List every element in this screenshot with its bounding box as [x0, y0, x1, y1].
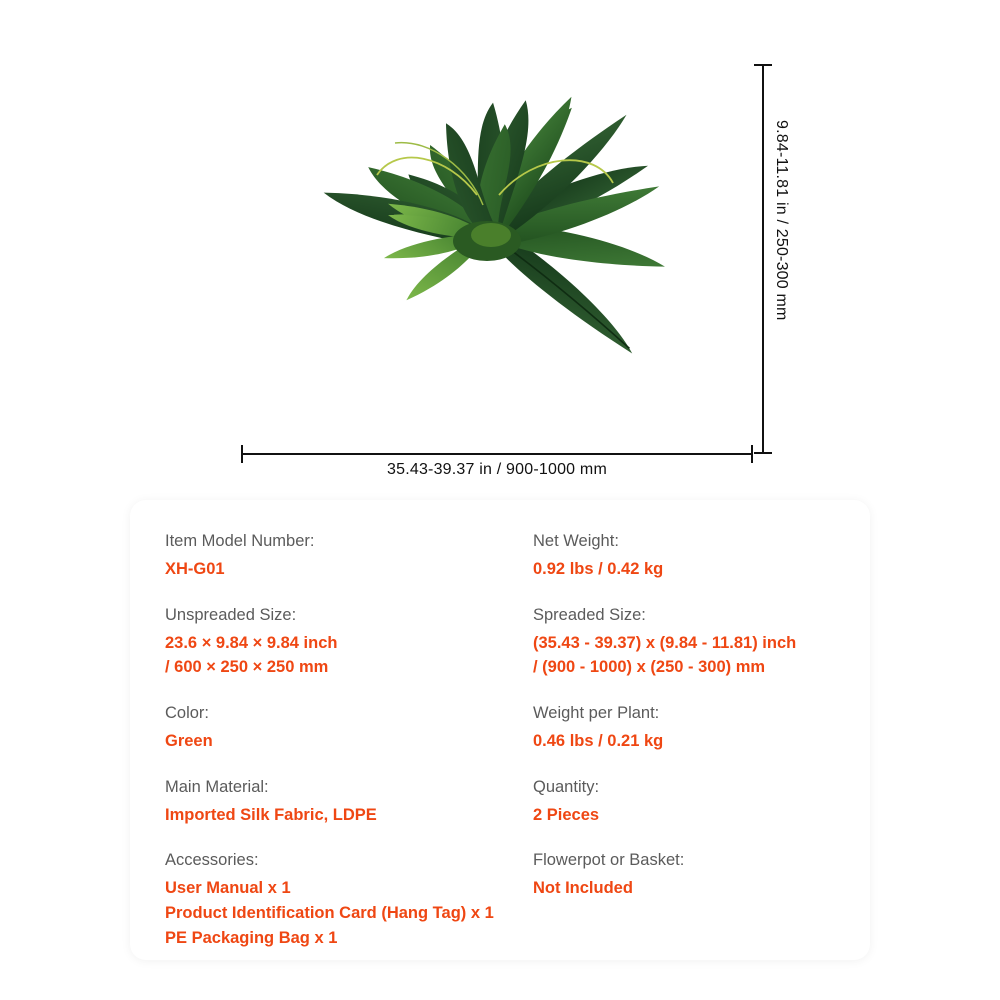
spec-label: Main Material:	[165, 777, 269, 796]
spec-value	[533, 729, 835, 754]
spec-value	[165, 876, 495, 950]
spec-item-model-number	[165, 530, 495, 582]
spec-item-quantity	[533, 776, 835, 828]
spec-label: Unspreaded Size:	[165, 605, 297, 624]
spec-value-line: (35.43 - 39.37) x (9.84 - 11.81) inch	[533, 633, 797, 652]
specification-grid	[165, 530, 845, 973]
fern-plant-illustration	[215, 60, 760, 460]
spec-value	[533, 631, 835, 681]
spec-item-unspreaded-size	[165, 604, 495, 680]
spec-label: Flowerpot or Basket:	[533, 851, 685, 870]
height-dimension-label: 9.84-11.81 in / 250-300 mm	[773, 120, 790, 321]
spec-item-main-material	[165, 776, 495, 828]
spec-value-line: / 600 × 250 × 250 mm	[165, 658, 329, 677]
spec-value-line: 2 Pieces	[533, 805, 600, 824]
spec-value-line: Not Included	[533, 879, 633, 898]
spec-value-line: Green	[165, 732, 213, 751]
spec-value	[165, 557, 495, 582]
spec-value-line: XH-G01	[165, 559, 225, 578]
spec-label: Net Weight:	[533, 532, 619, 550]
spec-value-line: PE Packaging Bag x 1	[165, 928, 338, 947]
specification-card	[130, 500, 870, 960]
height-dimension-line	[762, 64, 764, 454]
width-dimension-label: 35.43-39.37 in / 900-1000 mm	[387, 461, 607, 478]
spec-item-spreaded-size	[533, 604, 835, 680]
spec-value	[165, 631, 495, 681]
spec-value-line: User Manual x 1	[165, 879, 291, 898]
spec-value	[533, 803, 835, 828]
width-dimension-line	[241, 453, 753, 455]
spec-label: Spreaded Size:	[533, 605, 646, 624]
spec-value-line: Imported Silk Fabric, LDPE	[165, 805, 377, 824]
spec-column-right	[505, 530, 845, 973]
spec-value	[165, 729, 495, 754]
spec-item-color	[165, 702, 495, 754]
spec-value-line: / (900 - 1000) x (250 - 300) mm	[533, 658, 766, 677]
spec-value-line: Product Identification Card (Hang Tag) x 1	[165, 904, 494, 923]
spec-item-flowerpot-or-basket	[533, 849, 835, 901]
spec-label: Color:	[165, 704, 210, 723]
spec-label: Item Model Number:	[165, 532, 315, 550]
spec-label: Accessories:	[165, 851, 259, 870]
spec-value	[533, 876, 835, 901]
spec-value	[165, 803, 495, 828]
spec-value-line: 0.46 lbs / 0.21 kg	[533, 732, 664, 751]
spec-label: Quantity:	[533, 777, 600, 796]
spec-value-line: 23.6 × 9.84 × 9.84 inch	[165, 633, 338, 652]
spec-value	[533, 557, 835, 582]
spec-value-line: 0.92 lbs / 0.42 kg	[533, 559, 664, 578]
spec-item-weight-per-plant	[533, 702, 835, 754]
spec-item-accessories	[165, 849, 495, 950]
spec-column-left	[165, 530, 505, 973]
spec-label: Weight per Plant:	[533, 704, 660, 723]
spec-item-net-weight	[533, 530, 835, 582]
